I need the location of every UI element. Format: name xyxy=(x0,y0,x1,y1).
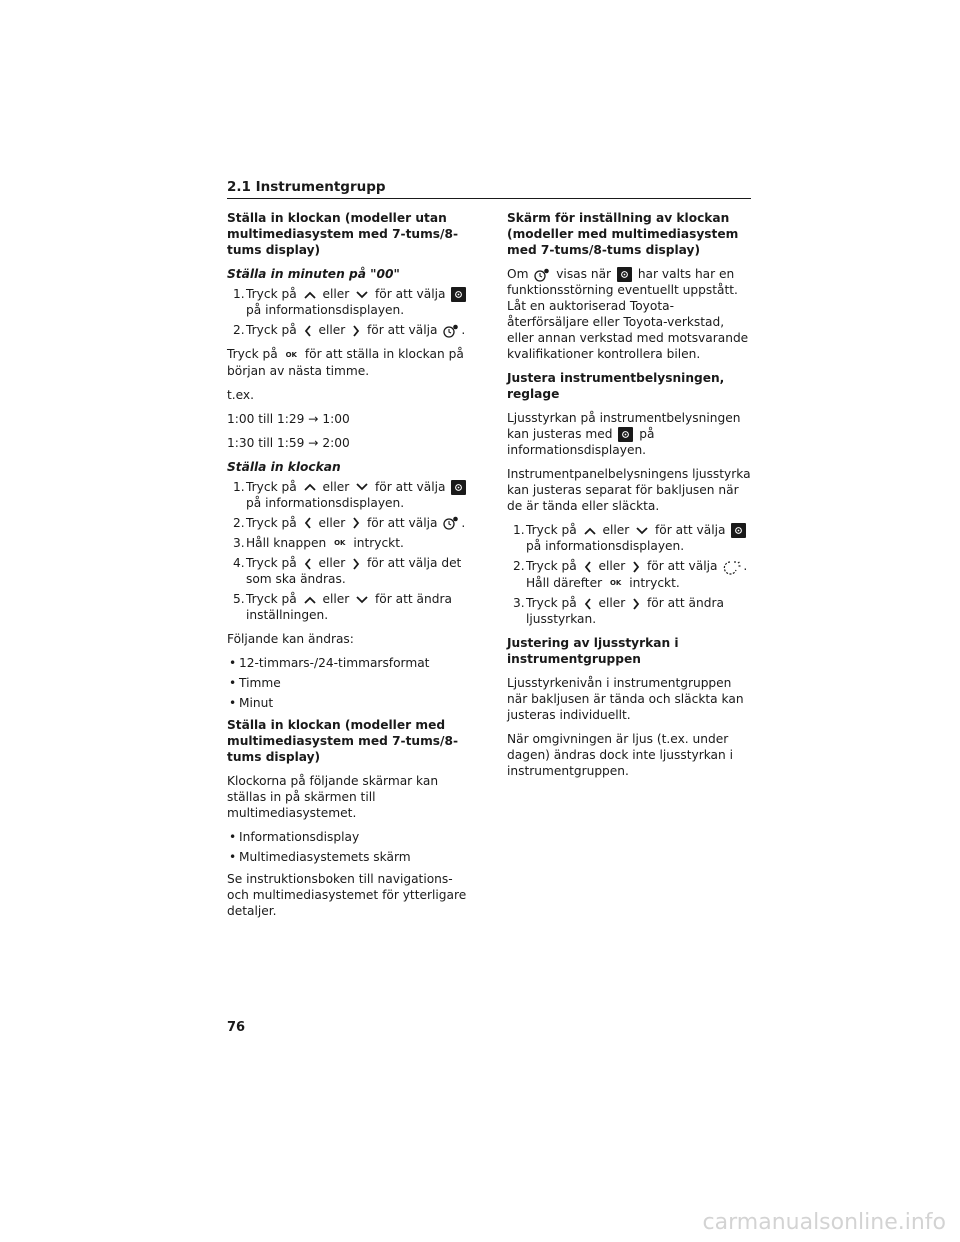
paragraph-brightness: Ljusstyrkan på instrumentbelysningen kan justeras med på informationsdisplayen. xyxy=(507,411,741,457)
heading-adjust-illumination: Justera instrumentbelysningen, reglage xyxy=(507,371,725,401)
steps-set-clock xyxy=(227,479,473,624)
chevron-left-icon xyxy=(583,597,593,611)
settings-gear-icon xyxy=(731,523,746,538)
list-item: • Timme xyxy=(227,675,473,691)
clock-settings-icon xyxy=(443,324,459,338)
list-item: • Minut xyxy=(227,695,473,711)
list-item: • Informationsdisplay xyxy=(227,829,473,845)
heading-brightness-instrument-cluster: Justering av ljusstyrkan i instrumentgruppen xyxy=(507,636,679,666)
clock-settings-icon xyxy=(443,516,459,530)
example-1: 1:00 till 1:29 → 1:00 xyxy=(227,411,350,426)
list-item: • Multimediasystemets skärm xyxy=(227,849,473,865)
chevron-left-icon xyxy=(583,560,593,574)
list-item: 4. Tryck på eller för att välja det som ska ändras. xyxy=(233,556,462,586)
list-item: 2. Tryck på eller för att välja . xyxy=(233,323,466,337)
list-item: 2. Tryck på eller för att välja . Håll därefter OK intryckt. xyxy=(513,559,748,590)
paragraph-panel-brightness: Instrumentpanelbelysningens ljusstyrka kan justeras separat för bakljusen när de är tända eller släckta. xyxy=(507,467,751,513)
subheading-set-clock: Ställa in klockan xyxy=(227,459,341,474)
bullets-screens xyxy=(227,829,473,865)
chevron-up-icon xyxy=(303,482,317,492)
subheading-set-minute: Ställa in minuten på "00" xyxy=(227,267,400,281)
settings-gear-icon xyxy=(451,287,466,302)
settings-gear-icon xyxy=(618,427,633,442)
chevron-down-icon xyxy=(355,482,369,492)
chevron-left-icon xyxy=(303,324,313,338)
ok-button-icon: OK xyxy=(609,579,622,587)
chevron-up-icon xyxy=(583,526,597,536)
chevron-up-icon xyxy=(303,595,317,605)
chevron-down-icon xyxy=(355,290,369,300)
ok-button-icon: OK xyxy=(285,350,297,359)
left-column xyxy=(227,210,473,927)
chevron-up-icon xyxy=(303,290,317,300)
steps-set-minute xyxy=(227,286,473,338)
paragraph-changeable: Följande kan ändras: xyxy=(227,632,354,646)
list-item: 5. Tryck på eller för att ändra inställningen. xyxy=(233,592,452,622)
example-label: t.ex. xyxy=(227,387,255,402)
paragraph-brightness-level: Ljusstyrkenivån i instrumentgruppen när bakljusen är tända och släckta kan justeras individuellt. xyxy=(507,676,744,722)
chevron-down-icon xyxy=(355,595,369,605)
chevron-right-icon xyxy=(631,597,641,611)
settings-gear-icon xyxy=(451,480,466,495)
list-item: 1. Tryck på eller för att välja på informationsdisplayen. xyxy=(227,286,473,318)
page-number: 76 xyxy=(227,1020,246,1035)
chevron-right-icon xyxy=(631,560,641,574)
list-item: 3. Håll knappen OK intryckt. xyxy=(233,535,404,550)
settings-gear-icon xyxy=(617,267,632,282)
paragraph-ok-next-hour: Tryck på OK för att ställa in klockan på början av nästa timme. xyxy=(227,347,464,378)
steps-brightness xyxy=(507,522,753,627)
paragraph-malfunction: Om visas när har valts har en funktionsstörning eventuellt uppstått. Låt en auktoriserad Toyota-återförsäljare eller Toyota-verkstad, eller annan verkstad med motsvarande kvalifikationer kontrollera bilen. xyxy=(507,267,749,361)
paragraph-bright-surroundings: När omgivningen är ljus (t.ex. under dagen) ändras dock inte ljusstyrkan i instrumentgruppen. xyxy=(507,732,734,778)
chevron-left-icon xyxy=(303,557,313,571)
chevron-right-icon xyxy=(351,324,361,338)
paragraph-see-manual: Se instruktionsboken till navigations- och multimediasystemet för ytterligare detaljer. xyxy=(227,872,467,918)
chevron-right-icon xyxy=(351,516,361,530)
paragraph-clocks-screens: Klockorna på följande skärmar kan ställas in på skärmen till multimediasystemet. xyxy=(227,774,439,820)
list-item: 2. Tryck på eller för att välja . xyxy=(233,515,466,530)
list-item: • 12-timmars-/24-timmarsformat xyxy=(227,655,473,671)
heading-clock-with-multimedia: Ställa in klockan (modeller med multimediasystem med 7-tums/8-tums display) xyxy=(227,718,459,764)
heading-clock-settings-screen: Skärm för inställning av klockan (modeller med multimediasystem med 7-tums/8-tums display) xyxy=(507,211,739,257)
watermark: carmanualsonline.info xyxy=(702,1210,946,1235)
list-item: 1. Tryck på eller för att välja på informationsdisplayen. xyxy=(507,522,753,554)
heading-clock-without-multimedia: Ställa in klockan (modeller utan multimediasystem med 7-tums/8-tums display) xyxy=(227,211,459,257)
example-2: 1:30 till 1:59 → 2:00 xyxy=(227,435,350,450)
chevron-left-icon xyxy=(303,516,313,530)
clock-settings-icon xyxy=(534,268,550,282)
brightness-icon xyxy=(723,559,741,575)
ok-button-icon: OK xyxy=(334,539,346,547)
section-header: 2.1 Instrumentgrupp xyxy=(227,179,751,199)
list-item: 3. Tryck på eller för att ändra ljusstyrkan. xyxy=(513,596,724,626)
chevron-down-icon xyxy=(635,526,649,536)
list-item: 1. Tryck på eller för att välja på informationsdisplayen. xyxy=(227,479,473,511)
bullets-changeable xyxy=(227,655,473,711)
right-column xyxy=(507,210,753,787)
chevron-right-icon xyxy=(351,557,361,571)
